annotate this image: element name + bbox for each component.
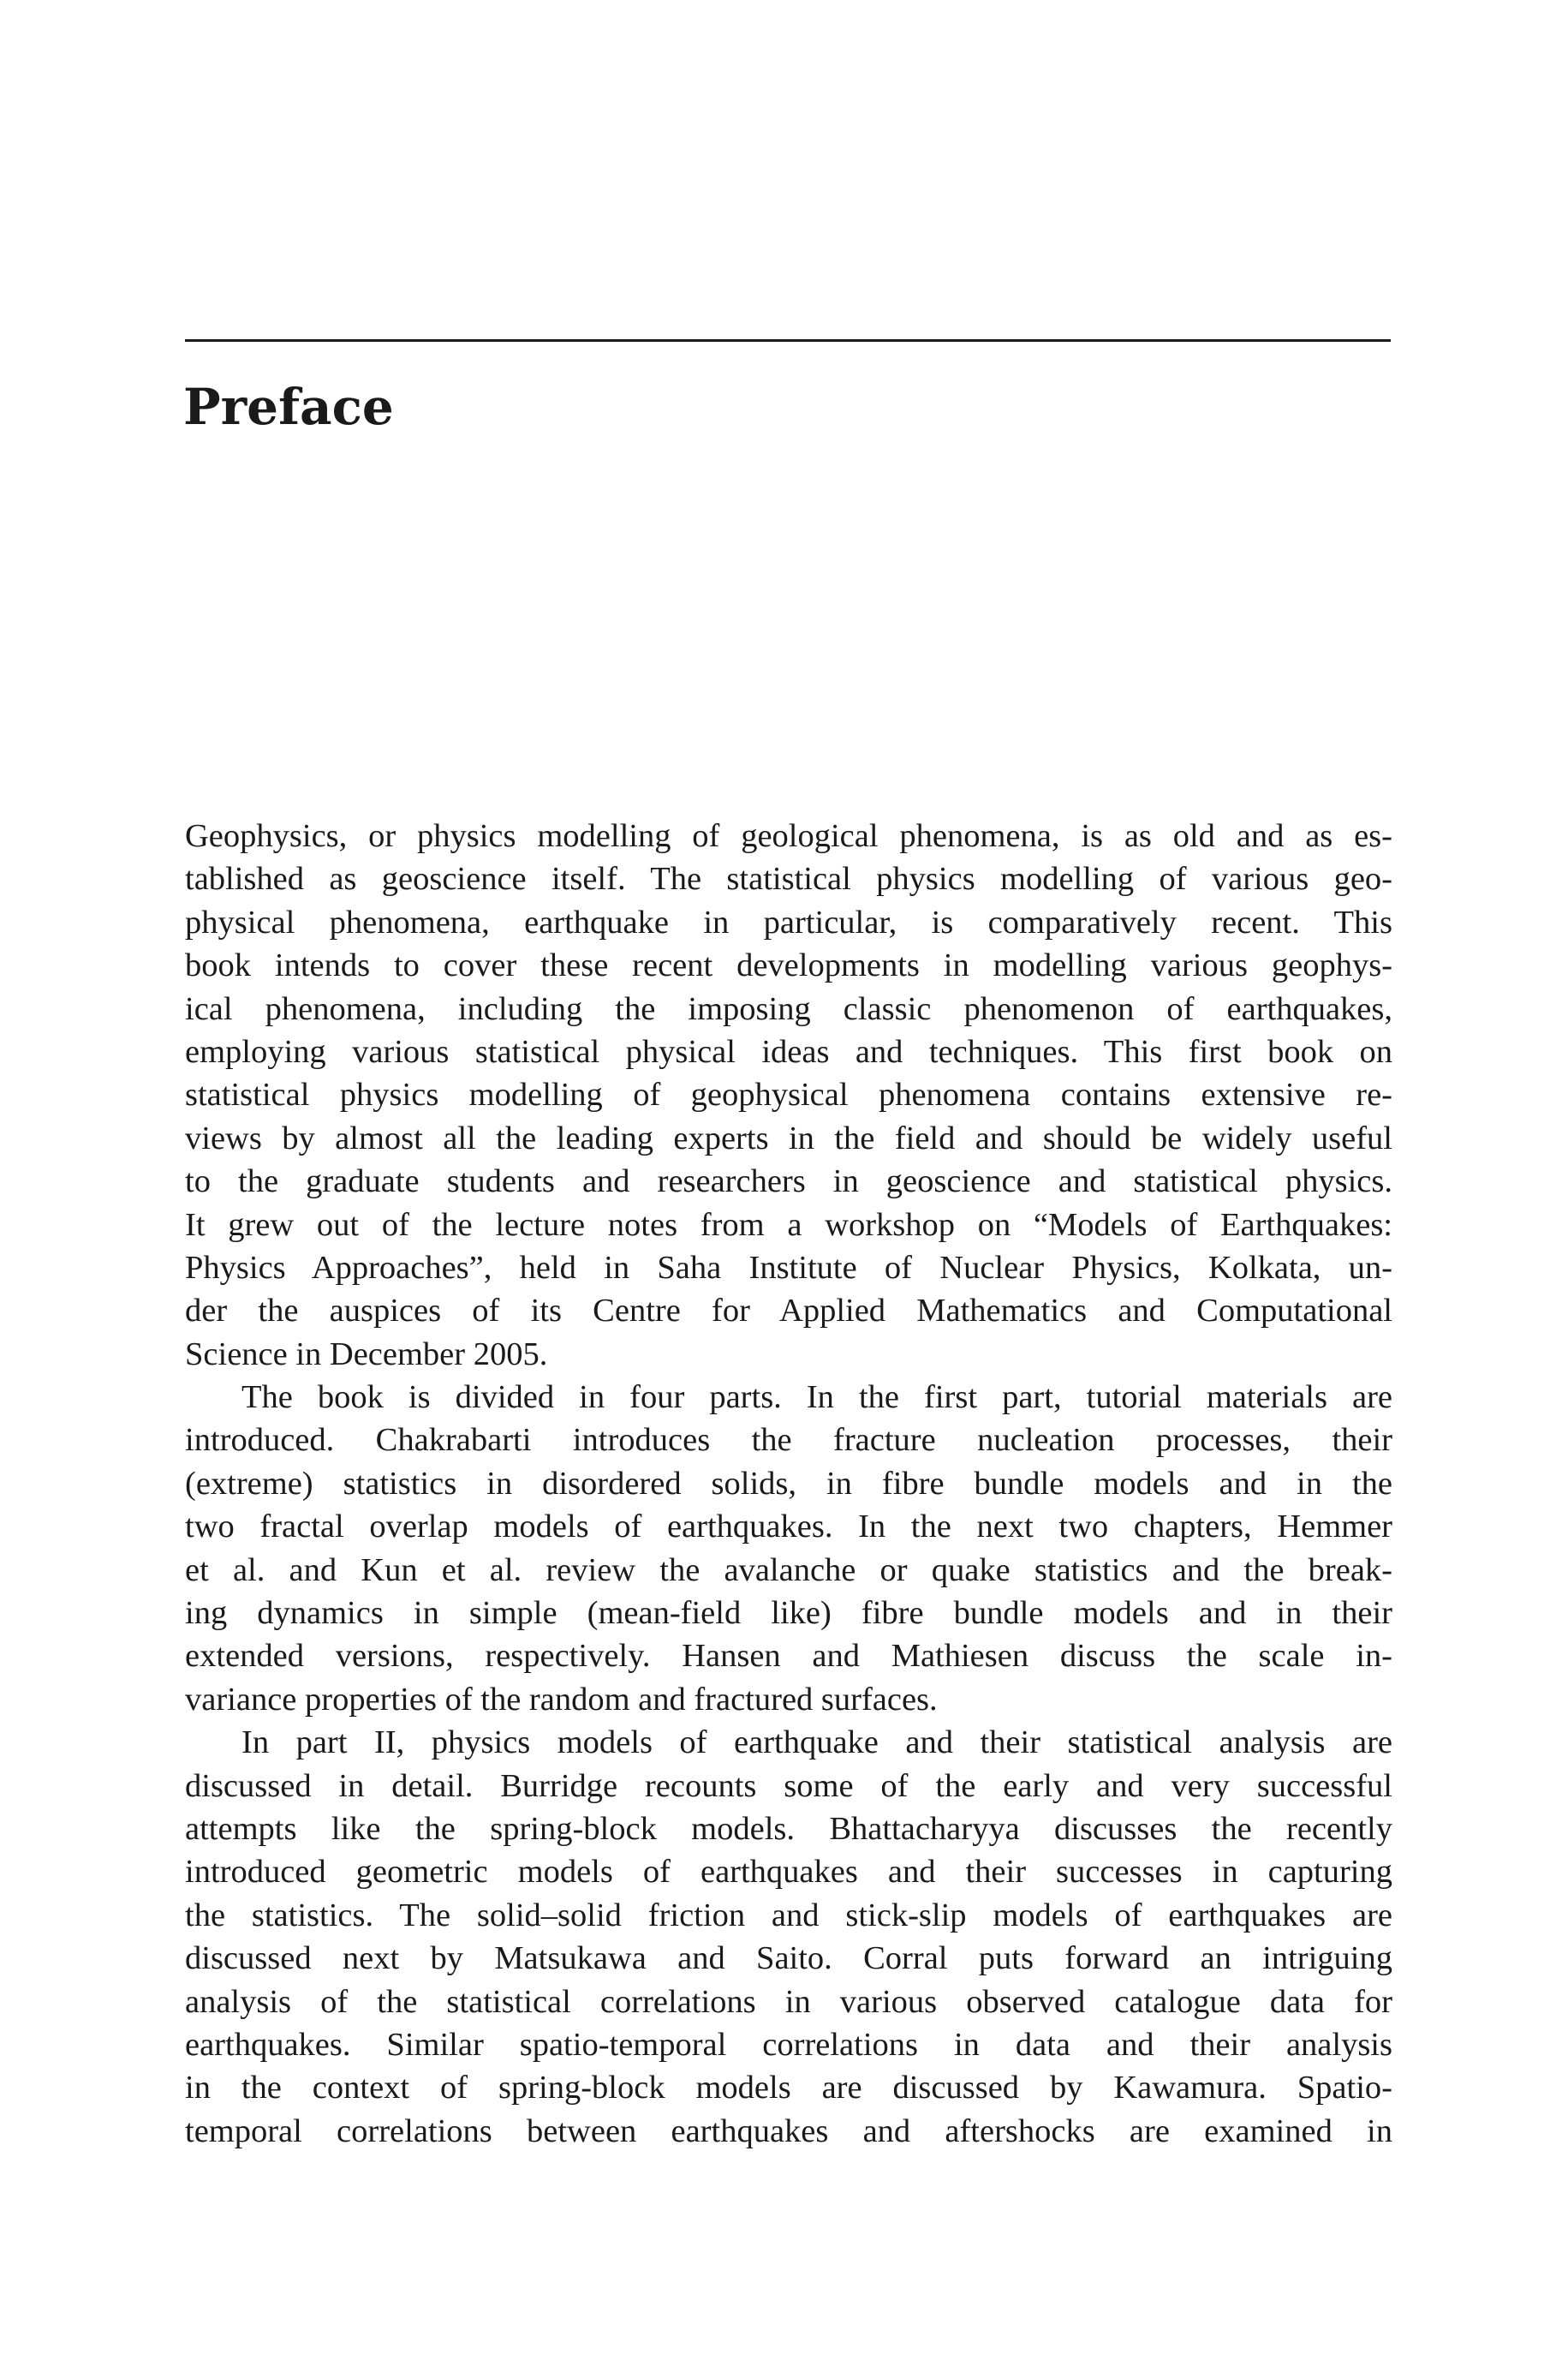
text-line: statistical physics modelling of geophysical phenomena contains extensive re- xyxy=(185,1077,1392,1114)
text-line: ical phenomena, including the imposing classic phenomenon of earthquakes, xyxy=(185,990,1392,1027)
paragraph xyxy=(185,1721,1392,2153)
text-line: Physics Approaches”, held in Saha Institute of Nuclear Physics, Kolkata, un- xyxy=(185,1249,1392,1286)
text-line: et al. and Kun et al. review the avalanche or quake statistics and the break- xyxy=(185,1551,1392,1588)
text-line: discussed in detail. Burridge recounts some of the early and very successful xyxy=(185,1767,1392,1804)
text-line: In part II, physics models of earthquake and their statistical analysis are xyxy=(241,1724,1392,1761)
text-line: Geophysics, or physics modelling of geological phenomena, is as old and as es- xyxy=(185,818,1392,854)
text-line: temporal correlations between earthquakes and aftershocks are examined in xyxy=(185,2112,1392,2149)
text-line: earthquakes. Similar spatio-temporal correlations in data and their analysis xyxy=(185,2026,1392,2063)
text-line: (extreme) statistics in disordered solids, in fibre bundle models and in the xyxy=(185,1465,1392,1502)
text-line: The book is divided in four parts. In the first part, tutorial materials are xyxy=(241,1379,1392,1416)
text-line: discussed next by Matsukawa and Saito. Corral puts forward an intriguing xyxy=(185,1940,1392,1977)
text-line: views by almost all the leading experts in the field and should be widely useful xyxy=(185,1120,1392,1156)
text-line: book intends to cover these recent developments in modelling various geophys- xyxy=(185,947,1392,984)
text-line: variance properties of the random and fractured surfaces. xyxy=(185,1681,938,1718)
chapter-rule xyxy=(185,339,1391,342)
text-line: in the context of spring-block models are discussed by Kawamura. Spatio- xyxy=(185,2070,1392,2106)
text-line: analysis of the statistical correlations in various observed catalogue data for xyxy=(185,1983,1392,2020)
chapter-title: Preface xyxy=(183,378,394,436)
text-line: tablished as geoscience itself. The statistical physics modelling of various geo- xyxy=(185,861,1392,898)
text-line: employing various statistical physical ideas and techniques. This first book on xyxy=(185,1033,1392,1070)
paragraph xyxy=(185,1376,1392,1721)
text-line: two fractal overlap models of earthquakes. In the next two chapters, Hemmer xyxy=(185,1509,1392,1545)
text-line: introduced geometric models of earthquakes and their successes in capturing xyxy=(185,1854,1392,1891)
text-line: the statistics. The solid–solid friction and stick-slip models of earthquakes are xyxy=(185,1897,1392,1933)
text-line: It grew out of the lecture notes from a workshop on “Models of Earthquakes: xyxy=(185,1206,1392,1243)
text-line: ing dynamics in simple (mean-field like) fibre bundle models and in their xyxy=(185,1595,1392,1632)
text-line: introduced. Chakrabarti introduces the fracture nucleation processes, their xyxy=(185,1422,1392,1459)
text-line: to the graduate students and researchers in geoscience and statistical physics. xyxy=(185,1163,1392,1200)
text-line: extended versions, respectively. Hansen and Mathiesen discuss the scale in- xyxy=(185,1638,1392,1675)
text-line: der the auspices of its Centre for Applied Mathematics and Computational xyxy=(185,1293,1392,1329)
text-line: attempts like the spring-block models. Bhattacharyya discusses the recently xyxy=(185,1810,1392,1847)
paragraph xyxy=(185,815,1392,1376)
text-line: Science in December 2005. xyxy=(185,1335,548,1372)
preface-body xyxy=(185,815,1392,2153)
text-line: physical phenomena, earthquake in particular, is comparatively recent. This xyxy=(185,904,1392,941)
